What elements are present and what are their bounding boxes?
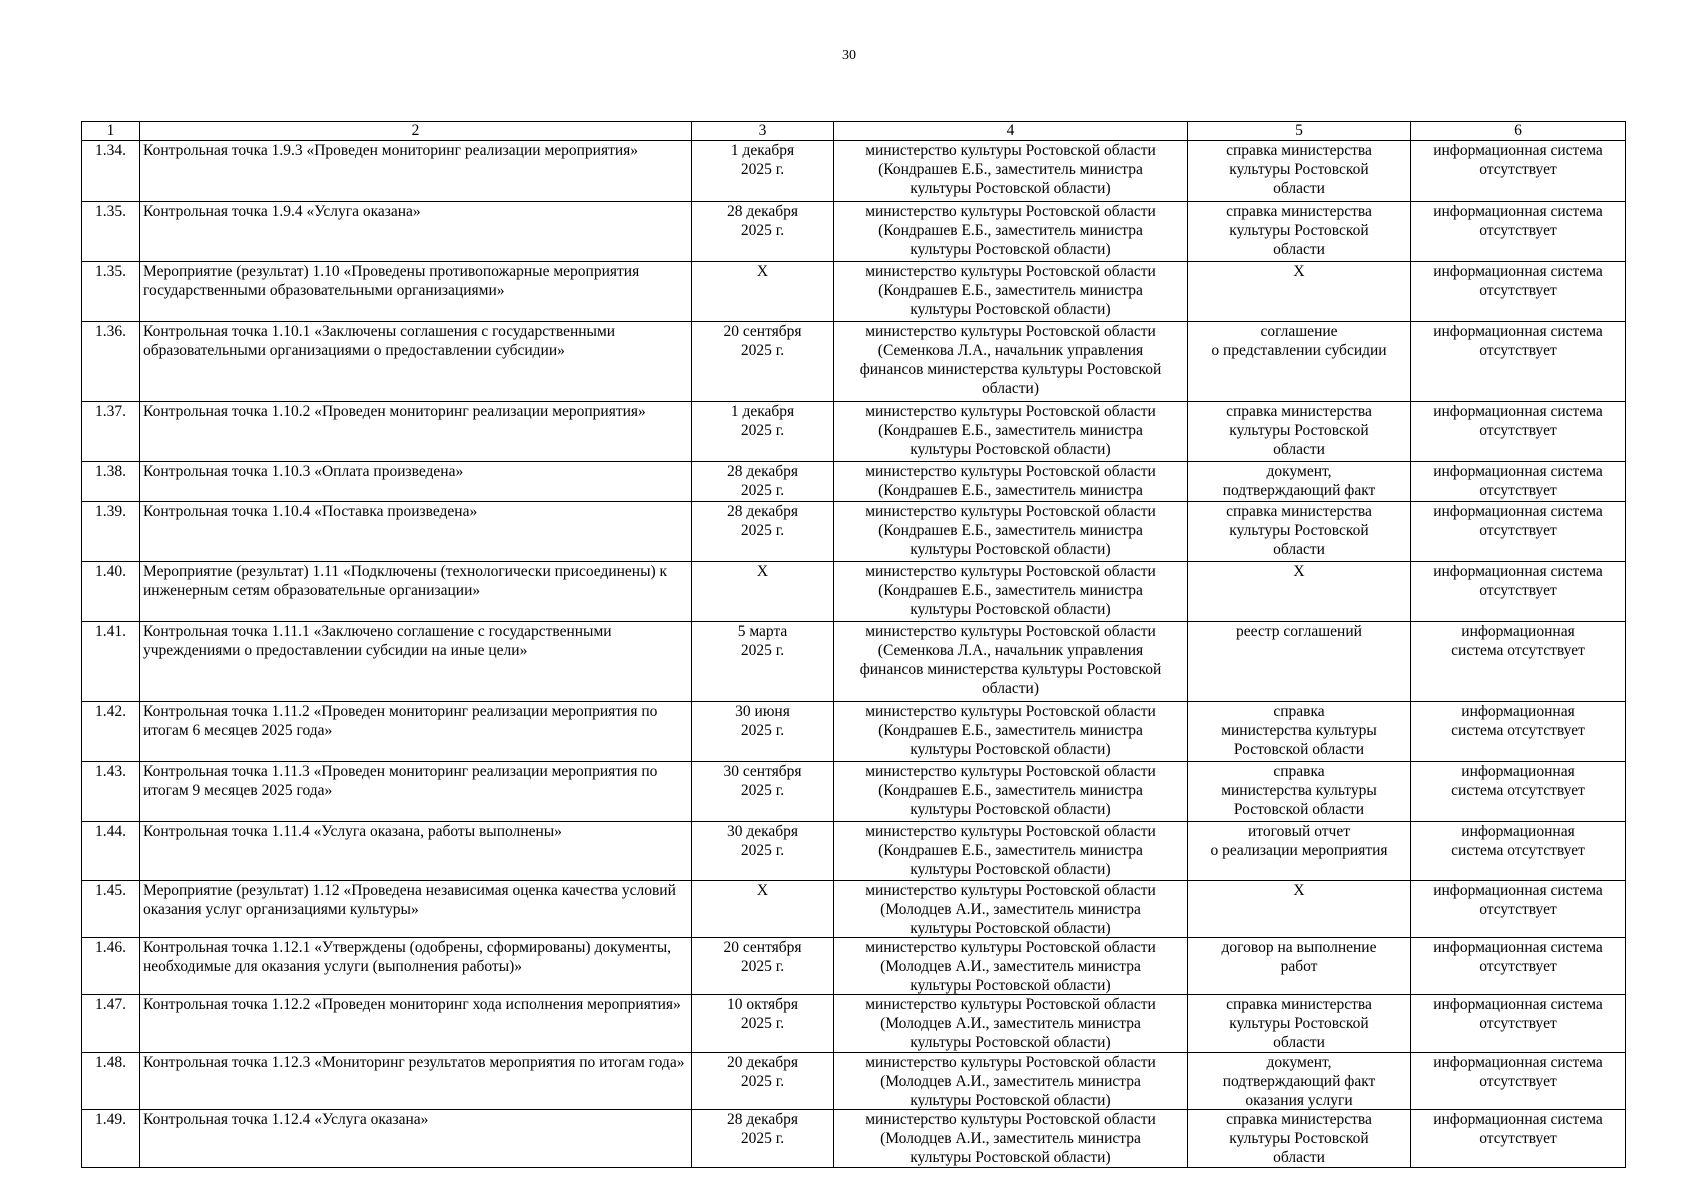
information-system-cell xyxy=(1411,762,1626,822)
item-description: Контрольная точка 1.10.3 «Оплата произведена» xyxy=(143,463,464,480)
confirming-document-cell xyxy=(1188,1053,1411,1110)
row-number-cell xyxy=(82,322,140,402)
information-system: информационная система отсутствует xyxy=(1433,1111,1603,1147)
item-description-cell xyxy=(140,622,692,702)
item-description-cell xyxy=(140,822,692,881)
item-description-cell xyxy=(140,702,692,762)
responsible-party-cell xyxy=(834,322,1188,402)
item-description: Мероприятие (результат) 1.11 «Подключены (технологически присоединены) к инженерным сетям образовательные организации» xyxy=(143,563,668,599)
due-date-cell xyxy=(692,762,834,822)
table-row xyxy=(82,322,1626,402)
confirming-document: документ, подтверждающий факт оказания услуги xyxy=(1222,1054,1376,1109)
row-number: 1.35. xyxy=(95,263,126,280)
information-system: информационная система отсутствует xyxy=(1433,1054,1603,1090)
responsible-party-cell xyxy=(834,402,1188,462)
due-date-cell xyxy=(692,938,834,995)
confirming-document-cell xyxy=(1188,622,1411,702)
information-system-cell xyxy=(1411,702,1626,762)
row-number: 1.37. xyxy=(95,403,126,420)
row-number: 1.47. xyxy=(95,996,126,1013)
row-number: 1.42. xyxy=(95,703,126,720)
due-date: 10 октября 2025 г. xyxy=(727,996,798,1032)
information-system-cell xyxy=(1411,881,1626,938)
row-number-cell xyxy=(82,402,140,462)
information-system: информационная система отсутствует xyxy=(1451,703,1585,739)
confirming-document-cell xyxy=(1188,702,1411,762)
table-row xyxy=(82,881,1626,938)
responsible-party: министерство культуры Ростовской области (Семенкова Л.А., начальник управления финансов министерства культуры Ростовской области) xyxy=(859,323,1162,397)
confirming-document-cell xyxy=(1188,402,1411,462)
row-number: 1.34. xyxy=(95,142,126,159)
item-description-cell xyxy=(140,141,692,202)
responsible-party-cell xyxy=(834,262,1188,322)
item-description: Контрольная точка 1.10.1 «Заключены соглашения с государственными образовательными организациями о предоставлении субсидии» xyxy=(143,323,616,359)
item-description: Контрольная точка 1.11.4 «Услуга оказана, работы выполнены» xyxy=(143,823,562,840)
item-description: Мероприятие (результат) 1.10 «Проведены противопожарные мероприятия государственными образовательными организациями» xyxy=(143,263,640,299)
responsible-party: министерство культуры Ростовской области (Кондрашев Е.Б., заместитель министра культуры Ростовской области) xyxy=(865,823,1156,878)
information-system-cell xyxy=(1411,1053,1626,1110)
confirming-document: справка министерства культуры Ростовской области xyxy=(1226,403,1372,458)
confirming-document-cell xyxy=(1188,202,1411,262)
row-number-cell xyxy=(82,762,140,822)
responsible-party-cell xyxy=(834,1110,1188,1168)
information-system-cell xyxy=(1411,938,1626,995)
responsible-party-cell xyxy=(834,822,1188,881)
responsible-party-cell xyxy=(834,702,1188,762)
confirming-document: справка министерства культуры Ростовской области xyxy=(1226,203,1372,258)
information-system: информационная система отсутствует xyxy=(1433,563,1603,599)
row-number-cell xyxy=(82,881,140,938)
information-system: информационная система отсутствует xyxy=(1451,623,1585,659)
control-points-table xyxy=(81,121,1626,1168)
responsible-party: министерство культуры Ростовской области (Семенкова Л.А., начальник управления финансов министерства культуры Ростовской области) xyxy=(859,623,1162,697)
confirming-document-cell xyxy=(1188,562,1411,622)
confirming-document-cell xyxy=(1188,1110,1411,1168)
row-number: 1.40. xyxy=(95,563,126,580)
due-date-cell xyxy=(692,141,834,202)
due-date: Х xyxy=(756,563,769,580)
confirming-document: справка министерства культуры Ростовской области xyxy=(1226,996,1372,1051)
responsible-party: министерство культуры Ростовской области (Молодцев А.И., заместитель министра культуры Ростовской области) xyxy=(865,1111,1156,1166)
row-number: 1.39. xyxy=(95,503,126,520)
item-description: Контрольная точка 1.12.2 «Проведен мониторинг хода исполнения мероприятия» xyxy=(143,996,681,1013)
due-date-cell xyxy=(692,262,834,322)
column-number: 2 xyxy=(140,122,692,141)
column-number: 3 xyxy=(692,122,834,141)
item-description: Мероприятие (результат) 1.12 «Проведена независимая оценка качества условий оказания услуг организациями культуры» xyxy=(143,882,676,918)
due-date-cell xyxy=(692,995,834,1053)
responsible-party: министерство культуры Ростовской области (Кондрашев Е.Б., заместитель министра культуры Ростовской области) xyxy=(865,763,1156,818)
responsible-party-cell xyxy=(834,202,1188,262)
row-number: 1.41. xyxy=(95,623,126,640)
item-description: Контрольная точка 1.11.3 «Проведен мониторинг реализации мероприятия по итогам 9 месяцев 2025 года» xyxy=(143,763,658,799)
information-system: информационная система отсутствует xyxy=(1433,263,1603,299)
table-row xyxy=(82,502,1626,562)
responsible-party: министерство культуры Ростовской области (Кондрашев Е.Б., заместитель министра культуры Ростовской области) xyxy=(865,563,1156,618)
confirming-document: Х xyxy=(1293,882,1305,899)
due-date-cell xyxy=(692,502,834,562)
information-system-cell xyxy=(1411,822,1626,881)
row-number: 1.44. xyxy=(95,823,126,840)
item-description: Контрольная точка 1.12.4 «Услуга оказана» xyxy=(143,1111,429,1128)
due-date-cell xyxy=(692,202,834,262)
due-date: 20 сентября 2025 г. xyxy=(723,323,802,359)
item-description-cell xyxy=(140,402,692,462)
item-description-cell xyxy=(140,762,692,822)
row-number-cell xyxy=(82,1110,140,1168)
table-row xyxy=(82,1053,1626,1110)
confirming-document: реестр соглашений xyxy=(1236,623,1362,640)
due-date: Х xyxy=(756,263,769,280)
row-number-cell xyxy=(82,262,140,322)
table-row xyxy=(82,622,1626,702)
item-description: Контрольная точка 1.9.3 «Проведен мониторинг реализации мероприятия» xyxy=(143,142,639,159)
item-description: Контрольная точка 1.12.3 «Мониторинг результатов мероприятия по итогам года» xyxy=(143,1054,685,1071)
item-description-cell xyxy=(140,202,692,262)
responsible-party: министерство культуры Ростовской области (Кондрашев Е.Б., заместитель министра культуры Ростовской области) xyxy=(865,142,1156,197)
information-system: информационная система отсутствует xyxy=(1433,463,1603,499)
information-system: информационная система отсутствует xyxy=(1451,763,1585,799)
confirming-document: документ, подтверждающий факт xyxy=(1222,463,1376,499)
due-date: 28 декабря 2025 г. xyxy=(726,1111,799,1147)
row-number-cell xyxy=(82,822,140,881)
row-number: 1.36. xyxy=(95,323,126,340)
row-number-cell xyxy=(82,622,140,702)
confirming-document: справка министерства культуры Ростовской области xyxy=(1226,1111,1372,1166)
item-description: Контрольная точка 1.11.2 «Проведен мониторинг реализации мероприятия по итогам 6 месяцев 2025 года» xyxy=(143,703,658,739)
column-number: 1 xyxy=(82,122,140,141)
table-row xyxy=(82,462,1626,502)
row-number-cell xyxy=(82,995,140,1053)
row-number: 1.48. xyxy=(95,1054,126,1071)
information-system-cell xyxy=(1411,502,1626,562)
due-date: 5 марта 2025 г. xyxy=(737,623,788,659)
confirming-document-cell xyxy=(1188,822,1411,881)
confirming-document: справка министерства культуры Ростовской области xyxy=(1226,142,1372,197)
due-date: 1 декабря 2025 г. xyxy=(730,403,795,439)
information-system: информационная система отсутствует xyxy=(1433,503,1603,539)
due-date: 30 июня 2025 г. xyxy=(735,703,790,739)
information-system: информационная система отсутствует xyxy=(1433,323,1603,359)
item-description-cell xyxy=(140,562,692,622)
row-number-cell xyxy=(82,938,140,995)
responsible-party: министерство культуры Ростовской области (Кондрашев Е.Б., заместитель министра культуры Ростовской области) xyxy=(865,263,1156,318)
responsible-party: министерство культуры Ростовской области (Кондрашев Е.Б., заместитель министра xyxy=(865,463,1156,499)
row-number: 1.49. xyxy=(95,1111,126,1128)
responsible-party-cell xyxy=(834,141,1188,202)
responsible-party-cell xyxy=(834,562,1188,622)
confirming-document: справка министерства культуры Ростовской области xyxy=(1221,703,1377,758)
information-system: информационная система отсутствует xyxy=(1433,996,1603,1032)
due-date: 1 декабря 2025 г. xyxy=(730,142,795,178)
confirming-document-cell xyxy=(1188,881,1411,938)
confirming-document: Х xyxy=(1293,263,1305,280)
due-date-cell xyxy=(692,462,834,502)
confirming-document-cell xyxy=(1188,322,1411,402)
responsible-party: министерство культуры Ростовской области (Кондрашев Е.Б., заместитель министра культуры Ростовской области) xyxy=(865,403,1156,458)
information-system-cell xyxy=(1411,1110,1626,1168)
information-system: информационная система отсутствует xyxy=(1433,882,1603,918)
responsible-party-cell xyxy=(834,502,1188,562)
item-description: Контрольная точка 1.11.1 «Заключено соглашение с государственными учреждениями о предоставлении субсидии на иные цели» xyxy=(143,623,612,659)
row-number-cell xyxy=(82,702,140,762)
row-number: 1.43. xyxy=(95,763,126,780)
responsible-party-cell xyxy=(834,995,1188,1053)
confirming-document-cell xyxy=(1188,995,1411,1053)
information-system-cell xyxy=(1411,462,1626,502)
item-description-cell xyxy=(140,881,692,938)
due-date-cell xyxy=(692,562,834,622)
due-date: 28 декабря 2025 г. xyxy=(726,503,799,539)
responsible-party: министерство культуры Ростовской области (Молодцев А.И., заместитель министра культуры Ростовской области) xyxy=(865,939,1156,994)
information-system: информационная система отсутствует xyxy=(1433,142,1603,178)
due-date-cell xyxy=(692,402,834,462)
item-description-cell xyxy=(140,502,692,562)
table-row xyxy=(82,262,1626,322)
confirming-document-cell xyxy=(1188,262,1411,322)
page-number: 30 xyxy=(842,48,856,63)
responsible-party: министерство культуры Ростовской области (Кондрашев Е.Б., заместитель министра культуры Ростовской области) xyxy=(865,503,1156,558)
due-date: 30 декабря 2025 г. xyxy=(726,823,799,859)
item-description-cell xyxy=(140,938,692,995)
information-system: информационная система отсутствует xyxy=(1433,403,1603,439)
information-system-cell xyxy=(1411,141,1626,202)
responsible-party: министерство культуры Ростовской области (Молодцев А.И., заместитель министра культуры Ростовской области) xyxy=(865,1054,1156,1109)
table-row xyxy=(82,822,1626,881)
due-date: 28 декабря 2025 г. xyxy=(726,463,799,499)
column-number-row xyxy=(82,122,1626,141)
due-date-cell xyxy=(692,881,834,938)
item-description-cell xyxy=(140,322,692,402)
confirming-document-cell xyxy=(1188,462,1411,502)
due-date: 30 сентября 2025 г. xyxy=(723,763,802,799)
row-number-cell xyxy=(82,1053,140,1110)
information-system-cell xyxy=(1411,562,1626,622)
responsible-party-cell xyxy=(834,762,1188,822)
table-row xyxy=(82,202,1626,262)
responsible-party-cell xyxy=(834,1053,1188,1110)
table-row xyxy=(82,1110,1626,1168)
information-system: информационная система отсутствует xyxy=(1451,823,1585,859)
row-number-cell xyxy=(82,202,140,262)
responsible-party: министерство культуры Ростовской области (Кондрашев Е.Б., заместитель министра культуры Ростовской области) xyxy=(865,203,1156,258)
due-date-cell xyxy=(692,1053,834,1110)
confirming-document: справка министерства культуры Ростовской области xyxy=(1221,763,1377,818)
item-description: Контрольная точка 1.10.4 «Поставка произведена» xyxy=(143,503,478,520)
item-description-cell xyxy=(140,995,692,1053)
responsible-party: министерство культуры Ростовской области (Молодцев А.И., заместитель министра культуры Ростовской области) xyxy=(865,882,1156,937)
table-row xyxy=(82,995,1626,1053)
responsible-party: министерство культуры Ростовской области (Кондрашев Е.Б., заместитель министра культуры Ростовской области) xyxy=(865,703,1156,758)
information-system-cell xyxy=(1411,322,1626,402)
information-system-cell xyxy=(1411,262,1626,322)
column-number: 5 xyxy=(1188,122,1411,141)
row-number: 1.45. xyxy=(95,882,126,899)
confirming-document: договор на выполнение работ xyxy=(1221,939,1377,975)
table-row xyxy=(82,702,1626,762)
confirming-document: Х xyxy=(1293,563,1305,580)
information-system-cell xyxy=(1411,995,1626,1053)
item-description-cell xyxy=(140,262,692,322)
information-system: информационная система отсутствует xyxy=(1433,939,1603,975)
item-description-cell xyxy=(140,1110,692,1168)
confirming-document-cell xyxy=(1188,502,1411,562)
information-system: информационная система отсутствует xyxy=(1433,203,1603,239)
table-row xyxy=(82,762,1626,822)
confirming-document: справка министерства культуры Ростовской области xyxy=(1226,503,1372,558)
row-number: 1.46. xyxy=(95,939,126,956)
due-date-cell xyxy=(692,322,834,402)
due-date-cell xyxy=(692,1110,834,1168)
item-description: Контрольная точка 1.9.4 «Услуга оказана» xyxy=(143,203,421,220)
row-number-cell xyxy=(82,462,140,502)
row-number: 1.35. xyxy=(95,203,126,220)
table-row xyxy=(82,562,1626,622)
item-description-cell xyxy=(140,462,692,502)
due-date-cell xyxy=(692,822,834,881)
item-description: Контрольная точка 1.10.2 «Проведен мониторинг реализации мероприятия» xyxy=(143,403,646,420)
information-system-cell xyxy=(1411,402,1626,462)
due-date: 20 сентября 2025 г. xyxy=(723,939,802,975)
due-date-cell xyxy=(692,622,834,702)
confirming-document-cell xyxy=(1188,141,1411,202)
column-number: 4 xyxy=(834,122,1188,141)
confirming-document-cell xyxy=(1188,762,1411,822)
information-system-cell xyxy=(1411,202,1626,262)
due-date: 28 декабря 2025 г. xyxy=(726,203,799,239)
table-row xyxy=(82,402,1626,462)
responsible-party-cell xyxy=(834,622,1188,702)
responsible-party-cell xyxy=(834,881,1188,938)
table-row xyxy=(82,938,1626,995)
confirming-document: соглашение о представлении субсидии xyxy=(1211,323,1387,359)
responsible-party-cell xyxy=(834,938,1188,995)
information-system-cell xyxy=(1411,622,1626,702)
item-description-cell xyxy=(140,1053,692,1110)
row-number-cell xyxy=(82,502,140,562)
row-number-cell xyxy=(82,562,140,622)
row-number: 1.38. xyxy=(95,463,126,480)
responsible-party-cell xyxy=(834,462,1188,502)
row-number-cell xyxy=(82,141,140,202)
table-row xyxy=(82,141,1626,202)
due-date-cell xyxy=(692,702,834,762)
due-date: Х xyxy=(756,882,769,899)
column-number: 6 xyxy=(1411,122,1626,141)
responsible-party: министерство культуры Ростовской области (Молодцев А.И., заместитель министра культуры Ростовской области) xyxy=(865,996,1156,1051)
confirming-document-cell xyxy=(1188,938,1411,995)
confirming-document: итоговый отчет о реализации мероприятия xyxy=(1210,823,1388,859)
due-date: 20 декабря 2025 г. xyxy=(726,1054,799,1090)
item-description: Контрольная точка 1.12.1 «Утверждены (одобрены, сформированы) документы, необходимые для оказания услуги (выполнения работы)» xyxy=(143,939,671,975)
